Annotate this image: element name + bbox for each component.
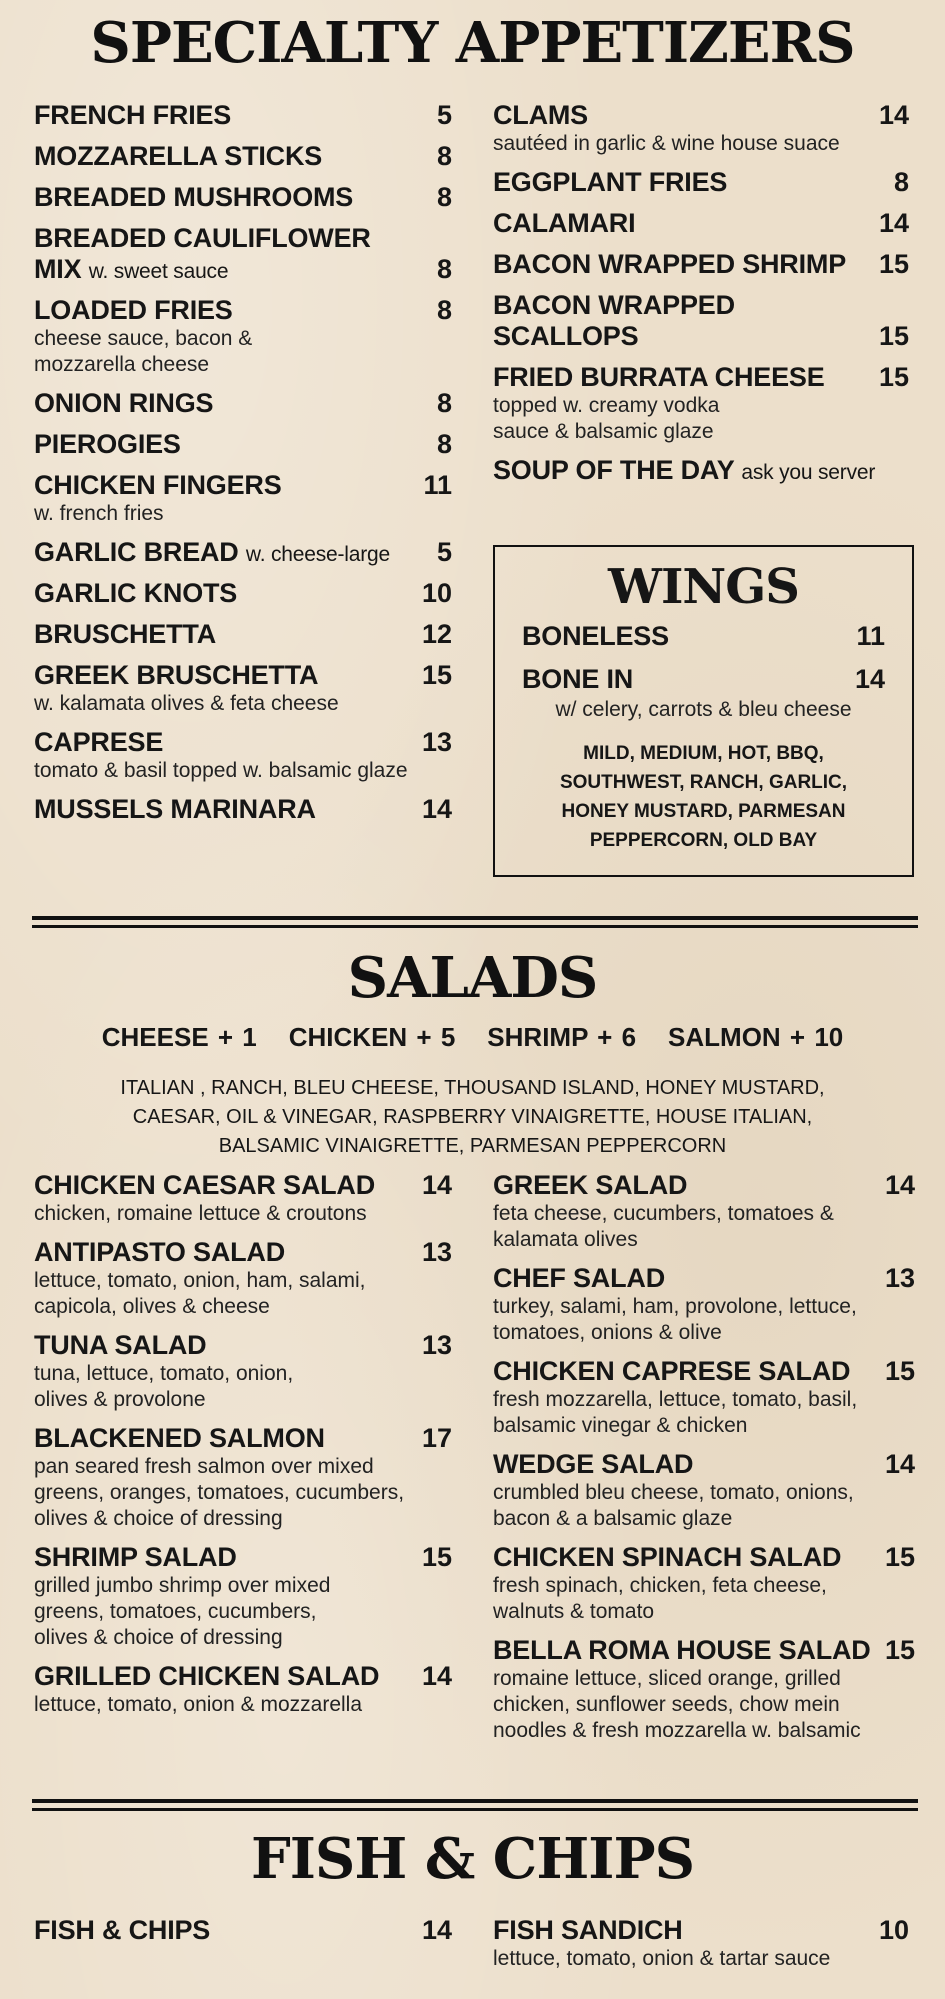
- item-name-wrap: [34, 141, 322, 172]
- item-name-row: [34, 141, 452, 172]
- item-name-wrap: [493, 1542, 841, 1573]
- item-name-row: [34, 182, 452, 213]
- item-description: lettuce, tomato, onion, ham, salami,: [34, 1269, 366, 1292]
- item-price: 17: [421, 1423, 452, 1453]
- menu-item: [493, 1449, 915, 1532]
- item-name-row: [34, 1330, 452, 1361]
- menu-item: [34, 1330, 452, 1413]
- fish-left-column: [34, 1915, 452, 1946]
- menu-item: [493, 362, 909, 445]
- item-name-continued: [493, 321, 638, 352]
- item-name-row: [493, 1635, 915, 1666]
- item-name-wrap: [493, 1170, 687, 1201]
- item-name-wrap: [34, 100, 231, 131]
- menu-item: [493, 1635, 915, 1744]
- item-name-wrap: [34, 182, 353, 213]
- menu-item: [34, 182, 452, 213]
- item-name-wrap: [34, 1237, 285, 1268]
- fish-right-column: [493, 1915, 909, 1972]
- item-description: fresh mozzarella, lettuce, tomato, basil,: [493, 1388, 858, 1411]
- menu-item: [34, 578, 452, 609]
- item-name-wrap: [34, 1542, 237, 1573]
- salad-addon: CHICKEN + 5: [288, 1022, 456, 1052]
- item-name: BONE IN: [522, 664, 634, 694]
- item-description: balsamic vinegar & chicken: [493, 1414, 748, 1437]
- item-price: 15: [421, 660, 452, 690]
- item-name-wrap: [493, 1449, 693, 1480]
- menu-item: [34, 388, 452, 419]
- dressing-line: ITALIAN , RANCH, BLEU CHEESE, THOUSAND ISLAND, HONEY MUSTARD,: [120, 1077, 825, 1099]
- menu-item: [34, 794, 452, 825]
- item-name: CHICKEN SPINACH SALAD: [493, 1542, 842, 1572]
- menu-item: [34, 295, 452, 378]
- item-price: 8: [893, 167, 909, 197]
- item-price: 14: [884, 1170, 915, 1200]
- menu-item: [493, 455, 909, 486]
- menu-item: [34, 1237, 452, 1320]
- item-name: BACON WRAPPED: [493, 290, 735, 320]
- item-description: walnuts & tomato: [493, 1600, 655, 1623]
- item-name-wrap: [34, 578, 237, 609]
- item-price: 14: [878, 100, 909, 130]
- item-name: CALAMARI: [493, 208, 636, 238]
- item-description: tuna, lettuce, tomato, onion,: [34, 1362, 294, 1385]
- item-price: 15: [884, 1635, 915, 1665]
- salads-title: SALADS: [347, 945, 598, 1011]
- divider-2: [32, 1799, 918, 1811]
- item-price: 8: [436, 295, 452, 325]
- item-name: BREADED CAULIFLOWER: [34, 223, 371, 253]
- item-name-row: [493, 1542, 915, 1573]
- item-description: feta cheese, cucumbers, tomatoes &: [493, 1202, 834, 1225]
- menu-item: [34, 619, 452, 650]
- item-description: lettuce, tomato, onion & mozzarella: [34, 1693, 363, 1716]
- item-name: CLAMS: [493, 100, 588, 130]
- item-name: BREADED MUSHROOMS: [34, 182, 354, 212]
- item-name: GARLIC BREAD: [34, 537, 239, 567]
- menu-item: [34, 223, 452, 285]
- wing-flavor-line: SOUTHWEST, RANCH, GARLIC,: [559, 772, 848, 793]
- item-name-row: [34, 1661, 452, 1692]
- item-name-continued: [34, 254, 228, 285]
- item-description: bacon & a balsamic glaze: [493, 1507, 733, 1530]
- item-inline-note: w. sweet sauce: [88, 260, 229, 283]
- item-description: w. french fries: [34, 502, 164, 525]
- item-name-row: [34, 429, 452, 460]
- item-name: SHRIMP SALAD: [34, 1542, 237, 1572]
- menu-item: [493, 1170, 915, 1253]
- item-name-row: [34, 660, 452, 691]
- item-name-row: [34, 254, 452, 285]
- item-name: ANTIPASTO SALAD: [34, 1237, 286, 1267]
- menu-item: [34, 660, 452, 717]
- item-name: ONION RINGS: [34, 388, 214, 418]
- item-name-row: [493, 100, 909, 131]
- item-name-row: [34, 388, 452, 419]
- dressing-line: BALSAMIC VINAIGRETTE, PARMESAN PEPPERCORN: [218, 1135, 727, 1157]
- item-name: FISH & CHIPS: [34, 1915, 211, 1945]
- item-name-row: [34, 100, 452, 131]
- item-name-row: [34, 1423, 452, 1454]
- item-price: 14: [884, 1449, 915, 1479]
- wings-box: [493, 545, 914, 877]
- salad-addon: SHRIMP + 6: [487, 1022, 637, 1052]
- item-price: 15: [421, 1542, 452, 1572]
- item-price: 14: [878, 208, 909, 238]
- wings-boneless: [522, 621, 885, 652]
- item-description: kalamata olives: [493, 1228, 638, 1251]
- item-name: BRUSCHETTA: [34, 619, 216, 649]
- item-price: 15: [878, 321, 909, 351]
- item-price: 15: [884, 1356, 915, 1386]
- item-name-line2: MIX: [34, 254, 82, 284]
- salad-addon: CHEESE + 1: [101, 1022, 257, 1052]
- item-name-row: [34, 295, 452, 326]
- menu-item: [493, 290, 909, 352]
- item-description: lettuce, tomato, onion & tartar sauce: [493, 1947, 831, 1970]
- item-name-row: [493, 1356, 915, 1387]
- item-name-row: [493, 167, 909, 198]
- item-name: WEDGE SALAD: [493, 1449, 694, 1479]
- item-name-wrap: [493, 1635, 871, 1666]
- item-description: crumbled bleu cheese, tomato, onions,: [493, 1481, 854, 1504]
- item-name: MOZZARELLA STICKS: [34, 141, 323, 171]
- item-name-wrap: [34, 388, 213, 419]
- item-name-row: [34, 1237, 452, 1268]
- item-name-row: [34, 537, 452, 568]
- wing-flavor-line: HONEY MUSTARD, PARMESAN: [561, 801, 846, 822]
- item-name: GREEK SALAD: [493, 1170, 688, 1200]
- item-price: 13: [421, 1237, 452, 1267]
- menu-item: [34, 100, 452, 131]
- menu-item: [493, 100, 909, 157]
- item-price: 15: [878, 362, 909, 392]
- menu-item: [493, 1542, 915, 1625]
- dressing-line: CAESAR, OIL & VINEGAR, RASPBERRY VINAIGRETTE, HOUSE ITALIAN,: [132, 1106, 813, 1128]
- item-description: greens, oranges, tomatoes, cucumbers,: [34, 1481, 405, 1504]
- menu-item: [34, 537, 452, 568]
- item-price: 14: [421, 1661, 452, 1691]
- item-name-row: [493, 249, 909, 280]
- item-price: 14: [421, 794, 452, 824]
- menu-item: [493, 1356, 915, 1439]
- appetizers-left-column: [34, 100, 452, 835]
- wings-title: WINGS: [608, 559, 799, 615]
- item-description: tomatoes, onions & olive: [493, 1321, 722, 1344]
- item-name-row: [34, 794, 452, 825]
- menu-item: [34, 1170, 452, 1227]
- item-name: FRENCH FRIES: [34, 100, 232, 130]
- item-price: 13: [884, 1263, 915, 1293]
- appetizers-title: SPECIALTY APPETIZERS: [90, 10, 855, 76]
- item-name: MUSSELS MARINARA: [34, 794, 316, 824]
- item-name: PIEROGIES: [34, 429, 181, 459]
- item-description: olives & choice of dressing: [34, 1507, 283, 1530]
- item-description: fresh spinach, chicken, feta cheese,: [493, 1574, 827, 1597]
- item-name: SOUP OF THE DAY: [493, 455, 735, 485]
- item-name-wrap: [493, 455, 875, 486]
- wing-flavor-line: PEPPERCORN, OLD BAY: [589, 830, 818, 851]
- item-name: CHICKEN CAPRESE SALAD: [493, 1356, 851, 1386]
- item-price: 11: [423, 470, 452, 500]
- item-name-row: [493, 1449, 915, 1480]
- item-name-wrap: [34, 727, 163, 758]
- item-description: topped w. creamy vodka: [493, 394, 720, 417]
- item-description: mozzarella cheese: [34, 353, 210, 376]
- appetizers-right-column: [493, 100, 909, 496]
- salads-right-column: [493, 1170, 915, 1754]
- fish-title: FISH & CHIPS: [250, 1826, 695, 1892]
- salad-dressings: [0, 1074, 945, 1161]
- item-price: 11: [856, 621, 885, 651]
- item-name: GRILLED CHICKEN SALAD: [34, 1661, 380, 1691]
- item-name: BLACKENED SALMON: [34, 1423, 325, 1453]
- item-price: 5: [436, 100, 452, 130]
- item-name-wrap: [493, 1356, 850, 1387]
- item-description: grilled jumbo shrimp over mixed: [34, 1574, 331, 1597]
- item-description: sauce & balsamic glaze: [493, 420, 714, 443]
- menu-item: [493, 167, 909, 198]
- item-description: w. kalamata olives & feta cheese: [34, 692, 339, 715]
- item-name-wrap: [493, 100, 588, 131]
- menu-item: [493, 1915, 909, 1946]
- item-name-wrap: [34, 794, 316, 825]
- item-name: TUNA SALAD: [34, 1330, 207, 1360]
- item-inline-note: ask you server: [741, 461, 876, 484]
- item-name-row: [34, 1542, 452, 1573]
- menu-item: [34, 727, 452, 784]
- item-name: GARLIC KNOTS: [34, 578, 238, 608]
- item-description: sautéed in garlic & wine house suace: [493, 132, 840, 155]
- item-description: tomato & basil topped w. balsamic glaze: [34, 759, 408, 782]
- item-name: CHEF SALAD: [493, 1263, 665, 1293]
- item-name: CHICKEN CAESAR SALAD: [34, 1170, 376, 1200]
- wings-note: w/ celery, carrots & bleu cheese: [555, 698, 852, 721]
- item-price: 13: [421, 1330, 452, 1360]
- item-description: noodles & fresh mozzarella w. balsamic: [493, 1719, 861, 1742]
- wings-flavors: [522, 739, 885, 855]
- salad-addons: [0, 1022, 945, 1053]
- item-description: cheese sauce, bacon &: [34, 327, 253, 350]
- item-price: 14: [854, 664, 885, 694]
- item-description: chicken, romaine lettuce & croutons: [34, 1202, 367, 1225]
- menu-item: [34, 1542, 452, 1651]
- menu-item: [34, 1423, 452, 1532]
- item-name: BACON WRAPPED SHRIMP: [493, 249, 847, 279]
- wing-flavor-line: MILD, MEDIUM, HOT, BBQ,: [583, 743, 824, 764]
- menu-item: [34, 141, 452, 172]
- item-price: 14: [421, 1915, 452, 1945]
- item-description: olives & choice of dressing: [34, 1626, 283, 1649]
- item-name-wrap: [34, 1661, 379, 1692]
- item-name-row: [34, 470, 452, 501]
- item-description: pan seared fresh salmon over mixed: [34, 1455, 374, 1478]
- menu-item: [34, 429, 452, 460]
- salads-left-column: [34, 1170, 452, 1728]
- menu-item: [493, 1263, 915, 1346]
- item-price: 15: [878, 249, 909, 279]
- item-name-wrap: [34, 619, 216, 650]
- item-name: EGGPLANT FRIES: [493, 167, 728, 197]
- item-price: 10: [878, 1915, 909, 1945]
- item-name-row: [34, 619, 452, 650]
- item-name-row: [493, 208, 909, 239]
- item-price: 8: [436, 141, 452, 171]
- item-price: 10: [421, 578, 452, 608]
- item-name-row: [493, 455, 909, 486]
- menu-item: [34, 1661, 452, 1718]
- menu-item: [34, 470, 452, 527]
- item-description: chicken, sunflower seeds, chow mein: [493, 1693, 840, 1716]
- item-price: 8: [436, 388, 452, 418]
- item-price: 5: [436, 537, 452, 567]
- item-name-row: [493, 1170, 915, 1201]
- item-name-row: [34, 1170, 452, 1201]
- item-price: 8: [436, 254, 452, 284]
- item-name-row: [493, 1263, 915, 1294]
- item-name-wrap: [34, 660, 318, 691]
- item-description: turkey, salami, ham, provolone, lettuce,: [493, 1295, 857, 1318]
- item-name-wrap: [34, 1170, 375, 1201]
- item-inline-note: w. cheese-large: [245, 543, 391, 566]
- item-price: 14: [421, 1170, 452, 1200]
- item-name: LOADED FRIES: [34, 295, 233, 325]
- menu-item: [34, 1915, 452, 1946]
- item-name-wrap: [493, 249, 846, 280]
- item-name-wrap: [493, 167, 727, 198]
- item-name-row: [493, 321, 909, 352]
- item-name-wrap: [493, 362, 825, 393]
- item-price: 15: [884, 1542, 915, 1572]
- item-name: CHICKEN FINGERS: [34, 470, 282, 500]
- item-name-wrap: [34, 295, 233, 326]
- item-name: FISH SANDICH: [493, 1915, 683, 1945]
- wings-bone-in: [522, 664, 885, 695]
- item-name-row: [493, 290, 909, 321]
- item-name-wrap: [493, 208, 635, 239]
- item-price: 8: [436, 429, 452, 459]
- item-name-line2: SCALLOPS: [493, 321, 639, 351]
- item-name: CAPRESE: [34, 727, 164, 757]
- item-name: BELLA ROMA HOUSE SALAD: [493, 1635, 871, 1665]
- item-price: 8: [436, 182, 452, 212]
- item-name-row: [34, 578, 452, 609]
- item-name-row: [493, 362, 909, 393]
- item-name-wrap: [34, 537, 390, 568]
- item-price: 12: [421, 619, 452, 649]
- item-price: 13: [421, 727, 452, 757]
- item-description: romaine lettuce, sliced orange, grilled: [493, 1667, 841, 1690]
- item-description: capicola, olives & cheese: [34, 1295, 270, 1318]
- menu-item: [493, 249, 909, 280]
- item-name: BONELESS: [522, 621, 669, 651]
- item-name-wrap: [34, 1423, 325, 1454]
- item-name-row: [34, 223, 452, 254]
- item-name: GREEK BRUSCHETTA: [34, 660, 319, 690]
- item-name-wrap: [34, 429, 181, 460]
- item-name-row: [34, 727, 452, 758]
- item-name-wrap: [34, 1330, 207, 1361]
- item-description: olives & provolone: [34, 1388, 206, 1411]
- item-name: FRIED BURRATA CHEESE: [493, 362, 825, 392]
- menu-item: [493, 208, 909, 239]
- item-description: greens, tomatoes, cucumbers,: [34, 1600, 317, 1623]
- item-name-wrap: [34, 470, 282, 501]
- salad-addon: SALMON + 10: [668, 1022, 844, 1052]
- divider-1: [32, 916, 918, 928]
- item-name-wrap: [493, 1263, 665, 1294]
